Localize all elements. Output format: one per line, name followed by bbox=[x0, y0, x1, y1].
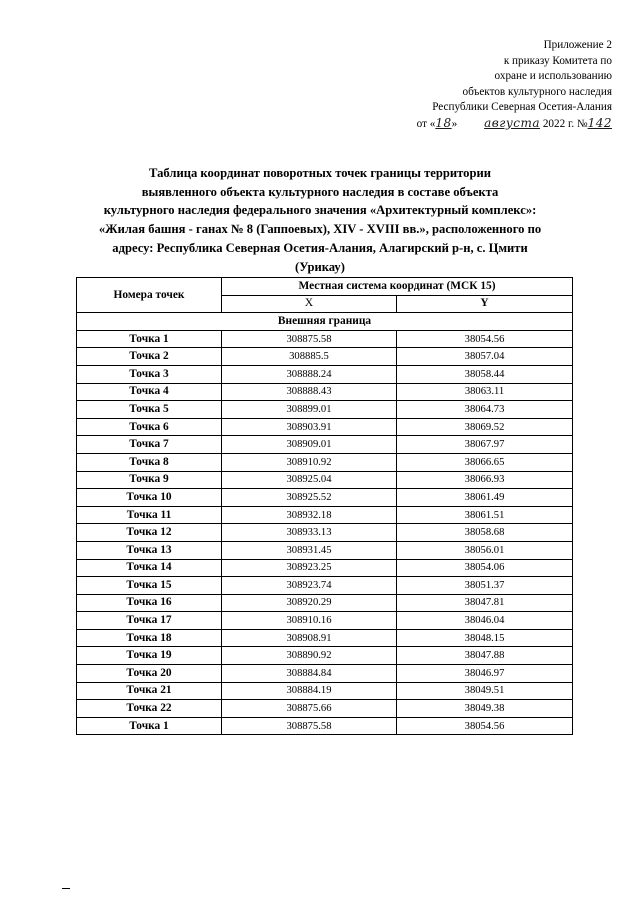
table-row bbox=[77, 330, 573, 348]
date-prefix: от « bbox=[416, 117, 436, 130]
section-outer-boundary: Внешняя граница bbox=[77, 313, 573, 331]
document-title bbox=[70, 164, 570, 276]
y-cell: 38067.97 bbox=[397, 436, 573, 454]
table-row bbox=[77, 524, 573, 542]
x-cell: 308890.92 bbox=[222, 647, 397, 665]
table-row bbox=[77, 418, 573, 436]
point-cell: Точка 22 bbox=[77, 700, 222, 718]
y-cell: 38063.11 bbox=[397, 383, 573, 401]
point-cell: Точка 12 bbox=[77, 524, 222, 542]
table-row bbox=[77, 629, 573, 647]
appendix-block bbox=[292, 38, 612, 133]
x-cell: 308933.13 bbox=[222, 524, 397, 542]
table-row bbox=[77, 541, 573, 559]
point-cell: Точка 1 bbox=[77, 330, 222, 348]
order-number: 142 bbox=[587, 115, 612, 130]
appendix-line-3: охране и использованию bbox=[494, 70, 612, 83]
x-cell: 308910.92 bbox=[222, 453, 397, 471]
table-row bbox=[77, 647, 573, 665]
point-cell: Точка 17 bbox=[77, 612, 222, 630]
x-cell: 308903.91 bbox=[222, 418, 397, 436]
x-cell: 308923.25 bbox=[222, 559, 397, 577]
header-x: X bbox=[222, 295, 397, 313]
y-cell: 38049.51 bbox=[397, 682, 573, 700]
table-row bbox=[77, 401, 573, 419]
point-cell: Точка 5 bbox=[77, 401, 222, 419]
title-line-3: культурного наследия федерального значения «Архитектурный комплекс»: bbox=[103, 203, 537, 218]
appendix-line-5: Республики Северная Осетия-Алания bbox=[432, 101, 612, 114]
x-cell: 308920.29 bbox=[222, 594, 397, 612]
x-cell: 308875.58 bbox=[222, 330, 397, 348]
table-row bbox=[77, 348, 573, 366]
y-cell: 38066.93 bbox=[397, 471, 573, 489]
y-cell: 38064.73 bbox=[397, 401, 573, 419]
header-y: Y bbox=[397, 295, 573, 313]
table-row bbox=[77, 612, 573, 630]
x-cell: 308925.04 bbox=[222, 471, 397, 489]
header-coordinate-system: Местная система координат (МСК 15) bbox=[222, 278, 573, 296]
header-points: Номера точек bbox=[77, 278, 222, 313]
x-cell: 308910.16 bbox=[222, 612, 397, 630]
point-cell: Точка 6 bbox=[77, 418, 222, 436]
table-row bbox=[77, 471, 573, 489]
point-cell: Точка 14 bbox=[77, 559, 222, 577]
y-cell: 38051.37 bbox=[397, 577, 573, 595]
point-cell: Точка 11 bbox=[77, 506, 222, 524]
point-cell: Точка 9 bbox=[77, 471, 222, 489]
table-body bbox=[77, 330, 573, 735]
point-cell: Точка 13 bbox=[77, 541, 222, 559]
y-cell: 38058.68 bbox=[397, 524, 573, 542]
point-cell: Точка 1 bbox=[77, 717, 222, 735]
point-cell: Точка 7 bbox=[77, 436, 222, 454]
x-cell: 308923.74 bbox=[222, 577, 397, 595]
point-cell: Точка 15 bbox=[77, 577, 222, 595]
table-row bbox=[77, 577, 573, 595]
footer-mark bbox=[62, 888, 70, 889]
table-row bbox=[77, 559, 573, 577]
appendix-line-4: объектов культурного наследия bbox=[462, 85, 612, 98]
x-cell: 308909.01 bbox=[222, 436, 397, 454]
table-row bbox=[77, 383, 573, 401]
y-cell: 38046.04 bbox=[397, 612, 573, 630]
point-cell: Точка 4 bbox=[77, 383, 222, 401]
x-cell: 308925.52 bbox=[222, 489, 397, 507]
table-row bbox=[77, 682, 573, 700]
point-cell: Точка 10 bbox=[77, 489, 222, 507]
table-row bbox=[77, 453, 573, 471]
point-cell: Точка 2 bbox=[77, 348, 222, 366]
y-cell: 38047.81 bbox=[397, 594, 573, 612]
point-cell: Точка 20 bbox=[77, 665, 222, 683]
point-cell: Точка 21 bbox=[77, 682, 222, 700]
point-cell: Точка 16 bbox=[77, 594, 222, 612]
y-cell: 38061.51 bbox=[397, 506, 573, 524]
date-month: августа bbox=[484, 115, 541, 130]
point-cell: Точка 3 bbox=[77, 365, 222, 383]
x-cell: 308884.19 bbox=[222, 682, 397, 700]
x-cell: 308884.84 bbox=[222, 665, 397, 683]
title-line-4: «Жилая башня - ганах № 8 (Гаппоевых), XIV - XVIII вв.», расположенного по bbox=[98, 222, 542, 237]
appendix-line-2: к приказу Комитета по bbox=[503, 54, 612, 67]
table-row bbox=[77, 717, 573, 735]
x-cell: 308888.43 bbox=[222, 383, 397, 401]
x-cell: 308908.91 bbox=[222, 629, 397, 647]
title-line-1: Таблица координат поворотных точек границы территории bbox=[149, 166, 491, 180]
y-cell: 38046.97 bbox=[397, 665, 573, 683]
date-day: 18 bbox=[435, 115, 452, 130]
point-cell: Точка 18 bbox=[77, 629, 222, 647]
y-cell: 38049.38 bbox=[397, 700, 573, 718]
table-row bbox=[77, 436, 573, 454]
x-cell: 308899.01 bbox=[222, 401, 397, 419]
table-row bbox=[77, 489, 573, 507]
y-cell: 38054.56 bbox=[397, 717, 573, 735]
title-line-5: адресу: Республика Северная Осетия-Алания, Алагирский р-н, с. Цмити bbox=[112, 240, 528, 255]
x-cell: 308888.24 bbox=[222, 365, 397, 383]
y-cell: 38057.04 bbox=[397, 348, 573, 366]
table-row bbox=[77, 506, 573, 524]
table-row bbox=[77, 700, 573, 718]
title-line-6: (Урикау) bbox=[295, 259, 345, 274]
x-cell: 308875.66 bbox=[222, 700, 397, 718]
date-year: 2022 г. № bbox=[542, 117, 588, 130]
appendix-line-1: Приложение 2 bbox=[543, 39, 612, 51]
y-cell: 38069.52 bbox=[397, 418, 573, 436]
table-row bbox=[77, 665, 573, 683]
x-cell: 308932.18 bbox=[222, 506, 397, 524]
y-cell: 38054.56 bbox=[397, 330, 573, 348]
table-row bbox=[77, 594, 573, 612]
y-cell: 38054.06 bbox=[397, 559, 573, 577]
point-cell: Точка 8 bbox=[77, 453, 222, 471]
x-cell: 308875.58 bbox=[222, 717, 397, 735]
y-cell: 38058.44 bbox=[397, 365, 573, 383]
y-cell: 38047.88 bbox=[397, 647, 573, 665]
x-cell: 308931.45 bbox=[222, 541, 397, 559]
title-line-2: выявленного объекта культурного наследия в составе объекта bbox=[141, 184, 499, 199]
y-cell: 38066.65 bbox=[397, 453, 573, 471]
x-cell: 308885.5 bbox=[222, 348, 397, 366]
y-cell: 38056.01 bbox=[397, 541, 573, 559]
point-cell: Точка 19 bbox=[77, 647, 222, 665]
y-cell: 38048.15 bbox=[397, 629, 573, 647]
y-cell: 38061.49 bbox=[397, 489, 573, 507]
date-mid: » bbox=[451, 117, 458, 130]
table-row bbox=[77, 365, 573, 383]
appendix-date-line bbox=[292, 116, 612, 133]
coordinates-table bbox=[76, 277, 573, 735]
